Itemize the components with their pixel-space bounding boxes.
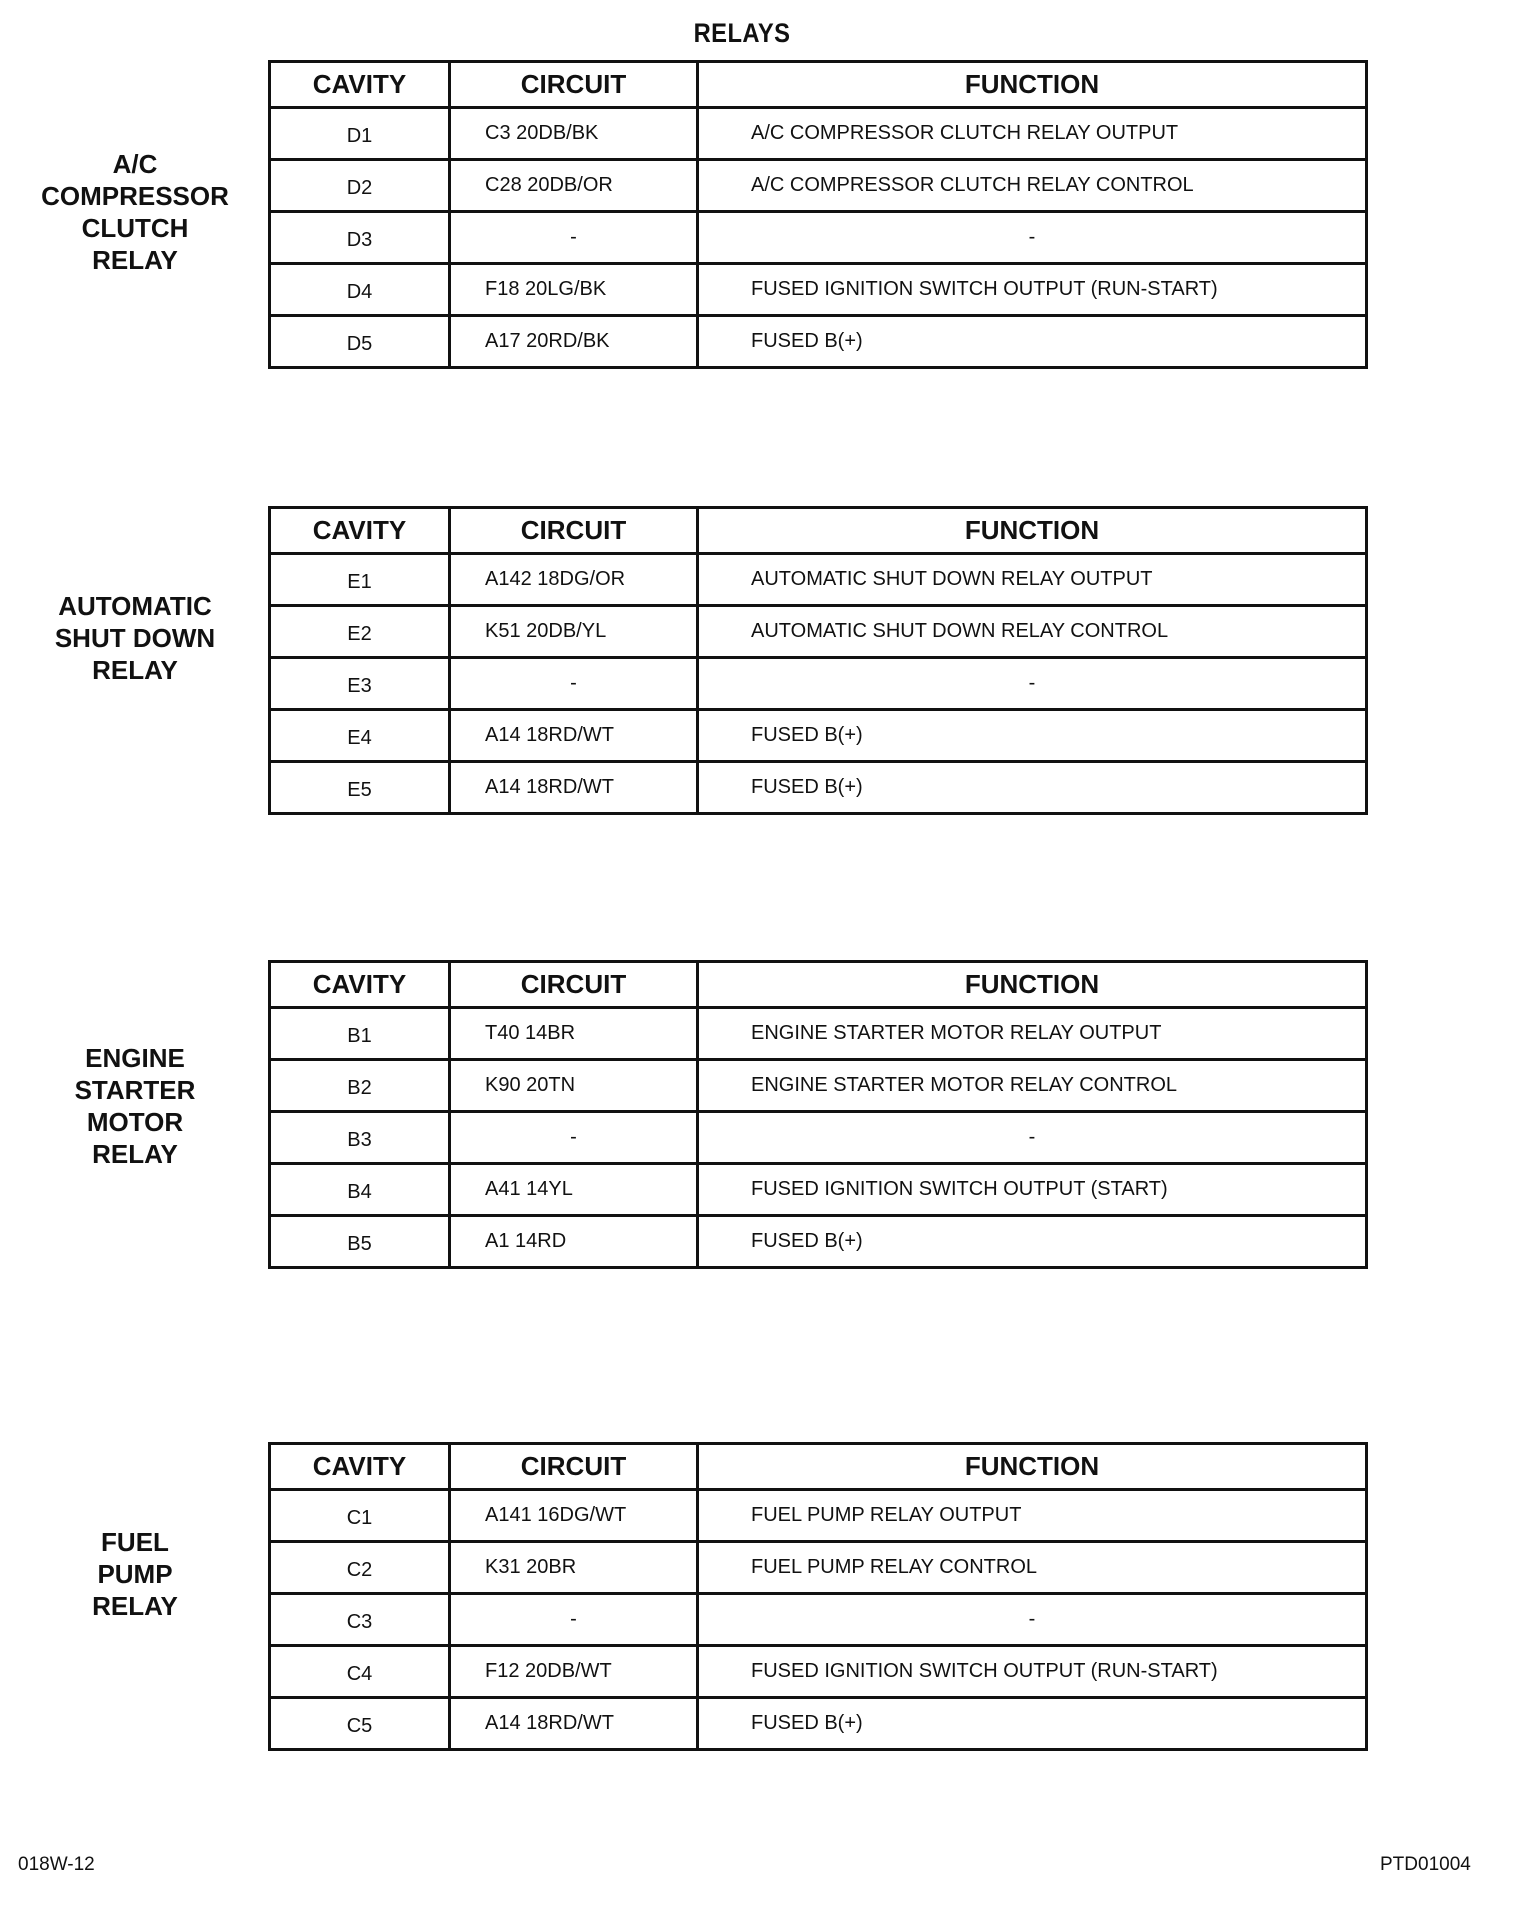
cavity-cell: C3 — [270, 1594, 450, 1646]
function-cell: FUSED IGNITION SWITCH OUTPUT (RUN-START) — [698, 264, 1367, 316]
table-row — [270, 108, 1367, 160]
cavity-cell: B5 — [270, 1216, 450, 1268]
cavity-cell: B4 — [270, 1164, 450, 1216]
circuit-cell: C28 20DB/OR — [450, 160, 698, 212]
cavity-cell: D3 — [270, 212, 450, 264]
cavity-cell: D2 — [270, 160, 450, 212]
cavity-cell: C5 — [270, 1698, 450, 1750]
circuit-cell: - — [450, 658, 698, 710]
figure-id-right: PTD01004 — [1380, 1854, 1471, 1875]
table-row — [270, 1112, 1367, 1164]
cavity-table — [268, 960, 1368, 1269]
relay-label-line: RELAY — [92, 1591, 178, 1621]
cavity-table — [268, 60, 1368, 369]
function-cell: FUSED B(+) — [698, 1698, 1367, 1750]
header-function: FUNCTION — [698, 962, 1367, 1008]
cavity-cell: C2 — [270, 1542, 450, 1594]
cavity-cell: E5 — [270, 762, 450, 814]
header-circuit: CIRCUIT — [450, 962, 698, 1008]
circuit-cell: K90 20TN — [450, 1060, 698, 1112]
function-cell: AUTOMATIC SHUT DOWN RELAY CONTROL — [698, 606, 1367, 658]
header-function: FUNCTION — [698, 508, 1367, 554]
relay-label — [30, 1526, 240, 1622]
function-cell: ENGINE STARTER MOTOR RELAY OUTPUT — [698, 1008, 1367, 1060]
circuit-cell: A141 16DG/WT — [450, 1490, 698, 1542]
function-cell: FUSED B(+) — [698, 316, 1367, 368]
function-cell: FUSED B(+) — [698, 1216, 1367, 1268]
header-function: FUNCTION — [698, 62, 1367, 108]
function-cell: FUSED B(+) — [698, 762, 1367, 814]
page-title: RELAYS — [693, 18, 791, 48]
table-row — [270, 316, 1367, 368]
table-row — [270, 1060, 1367, 1112]
circuit-cell: A14 18RD/WT — [450, 762, 698, 814]
function-cell: - — [698, 658, 1367, 710]
function-cell: - — [698, 1112, 1367, 1164]
cavity-cell: B1 — [270, 1008, 450, 1060]
circuit-cell: - — [450, 1112, 698, 1164]
function-cell: A/C COMPRESSOR CLUTCH RELAY OUTPUT — [698, 108, 1367, 160]
table-header-row — [270, 962, 1367, 1008]
header-circuit: CIRCUIT — [450, 508, 698, 554]
circuit-cell: A41 14YL — [450, 1164, 698, 1216]
header-function: FUNCTION — [698, 1444, 1367, 1490]
relay-label — [30, 148, 240, 276]
header-circuit: CIRCUIT — [450, 1444, 698, 1490]
relay-label-line: PUMP — [97, 1559, 173, 1589]
function-cell: FUSED B(+) — [698, 710, 1367, 762]
header-cavity: CAVITY — [270, 508, 450, 554]
table-row — [270, 710, 1367, 762]
header-circuit: CIRCUIT — [450, 62, 698, 108]
table-row — [270, 1698, 1367, 1750]
cavity-cell: D5 — [270, 316, 450, 368]
cavity-cell: C4 — [270, 1646, 450, 1698]
header-cavity: CAVITY — [270, 1444, 450, 1490]
function-cell: - — [698, 1594, 1367, 1646]
cavity-cell: E4 — [270, 710, 450, 762]
function-cell: AUTOMATIC SHUT DOWN RELAY OUTPUT — [698, 554, 1367, 606]
cavity-cell: C1 — [270, 1490, 450, 1542]
circuit-cell: F18 20LG/BK — [450, 264, 698, 316]
function-cell: ENGINE STARTER MOTOR RELAY CONTROL — [698, 1060, 1367, 1112]
function-cell: FUEL PUMP RELAY CONTROL — [698, 1542, 1367, 1594]
relay-label — [30, 590, 240, 686]
table-row — [270, 554, 1367, 606]
table-header-row — [270, 1444, 1367, 1490]
table-row — [270, 212, 1367, 264]
relay-label-line: AUTOMATIC — [58, 591, 212, 621]
cavity-cell: D1 — [270, 108, 450, 160]
function-cell: FUEL PUMP RELAY OUTPUT — [698, 1490, 1367, 1542]
table-row — [270, 658, 1367, 710]
header-cavity: CAVITY — [270, 962, 450, 1008]
circuit-cell: A14 18RD/WT — [450, 710, 698, 762]
relay-label-line: A/C — [112, 149, 158, 179]
cavity-table — [268, 1442, 1368, 1751]
function-cell: A/C COMPRESSOR CLUTCH RELAY CONTROL — [698, 160, 1367, 212]
circuit-cell: K31 20BR — [450, 1542, 698, 1594]
circuit-cell: - — [450, 212, 698, 264]
table-row — [270, 1008, 1367, 1060]
table-row — [270, 1542, 1367, 1594]
circuit-cell: A142 18DG/OR — [450, 554, 698, 606]
circuit-cell: - — [450, 1594, 698, 1646]
table-header-row — [270, 508, 1367, 554]
relay-label-line: RELAY — [92, 245, 178, 275]
cavity-table — [268, 506, 1368, 815]
relay-label-line: ENGINE — [85, 1043, 185, 1073]
cavity-cell: B3 — [270, 1112, 450, 1164]
circuit-cell: A14 18RD/WT — [450, 1698, 698, 1750]
relay-label-line: MOTOR — [86, 1107, 184, 1137]
relay-label-line: FUEL — [101, 1527, 169, 1557]
table-row — [270, 1646, 1367, 1698]
function-cell: FUSED IGNITION SWITCH OUTPUT (START) — [698, 1164, 1367, 1216]
circuit-cell: F12 20DB/WT — [450, 1646, 698, 1698]
cavity-cell: E1 — [270, 554, 450, 606]
cavity-cell: E3 — [270, 658, 450, 710]
relay-label-line: SHUT DOWN — [54, 623, 216, 653]
function-cell: FUSED IGNITION SWITCH OUTPUT (RUN-START) — [698, 1646, 1367, 1698]
circuit-cell: A17 20RD/BK — [450, 316, 698, 368]
relay-label-line: COMPRESSOR — [41, 181, 229, 211]
function-cell: - — [698, 212, 1367, 264]
table-row — [270, 264, 1367, 316]
cavity-cell: E2 — [270, 606, 450, 658]
circuit-cell: T40 14BR — [450, 1008, 698, 1060]
cavity-cell: B2 — [270, 1060, 450, 1112]
figure-id-left: 018W-12 — [18, 1854, 95, 1875]
table-row — [270, 1216, 1367, 1268]
circuit-cell: A1 14RD — [450, 1216, 698, 1268]
relay-label-line: RELAY — [92, 655, 178, 685]
header-cavity: CAVITY — [270, 62, 450, 108]
table-row — [270, 1164, 1367, 1216]
table-row — [270, 762, 1367, 814]
table-row — [270, 1490, 1367, 1542]
table-row — [270, 606, 1367, 658]
cavity-cell: D4 — [270, 264, 450, 316]
relay-label-line: RELAY — [92, 1139, 178, 1169]
circuit-cell: C3 20DB/BK — [450, 108, 698, 160]
table-header-row — [270, 62, 1367, 108]
relay-label — [30, 1042, 240, 1170]
table-row — [270, 160, 1367, 212]
circuit-cell: K51 20DB/YL — [450, 606, 698, 658]
relay-label-line: STARTER — [74, 1075, 196, 1105]
table-row — [270, 1594, 1367, 1646]
relay-label-line: CLUTCH — [81, 213, 189, 243]
